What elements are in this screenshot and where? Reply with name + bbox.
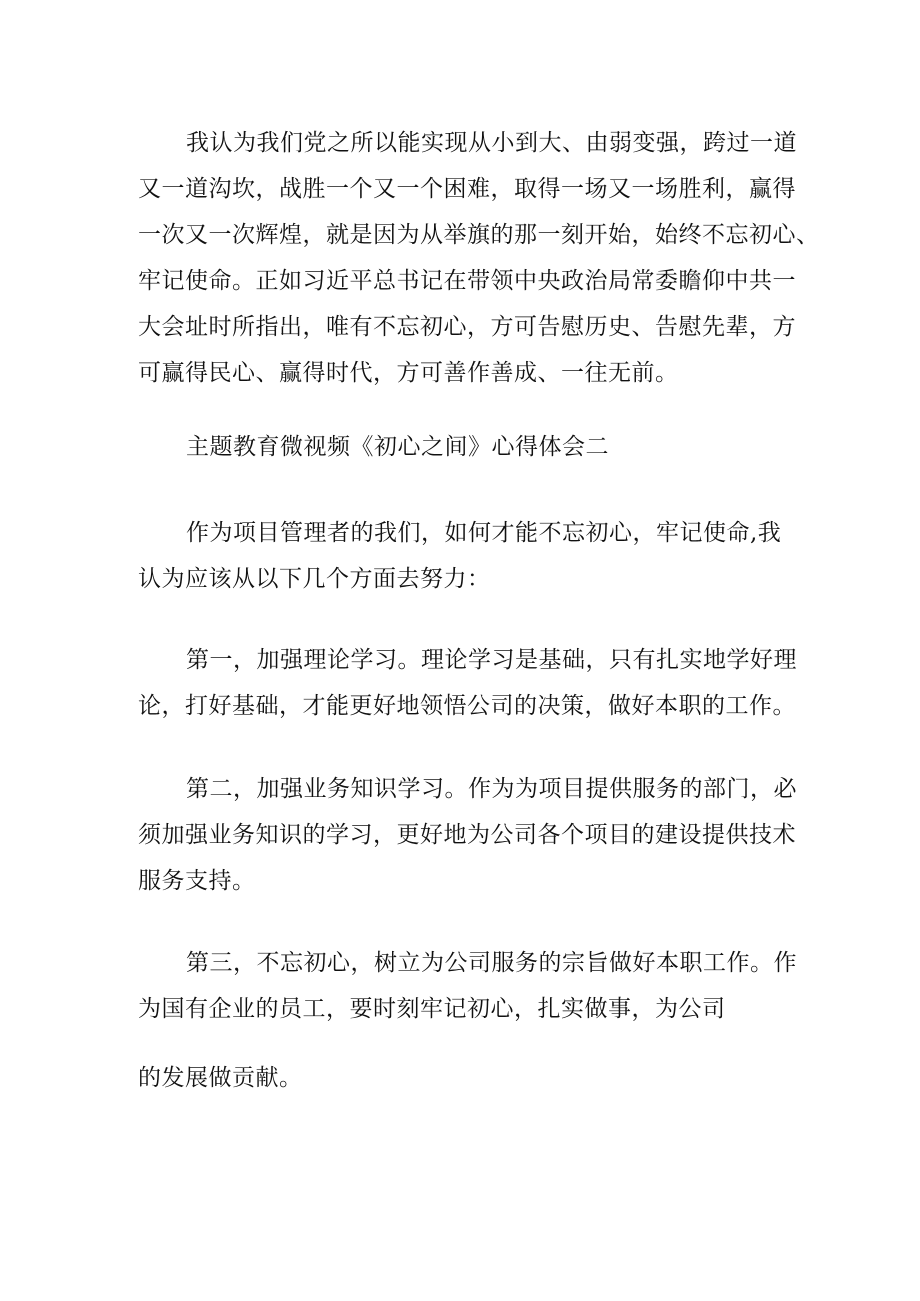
paragraph-line: 的发展做贡献。: [138, 1065, 303, 1091]
paragraph-line: 大会址时所指出，唯有不忘初心，方可告慰历史、告慰先辈，方: [138, 314, 796, 340]
paragraph-2: [138, 510, 798, 602]
paragraph-6: [138, 1055, 798, 1101]
paragraph-line: 我认为我们党之所以能实现从小到大、由弱变强，跨过一道: [186, 130, 797, 156]
paragraph-line: 论，打好基础，才能更好地领悟公司的决策，做好本职的工作。: [138, 693, 796, 719]
paragraph-line: 牢记使命。正如习近平总书记在带领中央政治局常委瞻仰中共一: [138, 268, 796, 294]
paragraph-line: 一次又一次辉煌，就是因为从举旗的那一刻开始，始终不忘初心、: [138, 222, 820, 248]
paragraph-line: 认为应该从以下几个方面去努力：: [138, 566, 491, 592]
paragraph-line: 第三，不忘初心，树立为公司服务的宗旨做好本职工作。作: [186, 950, 797, 976]
paragraph-line: 须加强业务知识的学习，更好地为公司各个项目的建设提供技术: [138, 822, 796, 848]
paragraph-line: 第一，加强理论学习。理论学习是基础，只有扎实地学好理: [186, 647, 797, 673]
paragraph-line: 第二，加强业务知识学习。作为为项目提供服务的部门，必: [186, 776, 797, 802]
paragraph-line: 服务支持。: [138, 868, 256, 894]
paragraph-1: [138, 120, 820, 396]
heading-text: 主题教育微视频《初心之间》心得体会二: [186, 434, 609, 460]
section-heading: [138, 424, 798, 470]
paragraph-line: 可赢得民心、赢得时代，方可善作善成、一往无前。: [138, 360, 679, 386]
paragraph-5: [138, 940, 798, 1032]
paragraph-4: [138, 766, 798, 904]
paragraph-line: 为国有企业的员工，要时刻牢记初心，扎实做事，为公司: [138, 996, 726, 1022]
paragraph-line: 作为项目管理者的我们，如何才能不忘初心，牢记使命,我: [186, 520, 782, 546]
paragraph-line: 又一道沟坎，战胜一个又一个困难，取得一场又一场胜利，赢得: [138, 176, 796, 202]
paragraph-3: [138, 637, 798, 729]
